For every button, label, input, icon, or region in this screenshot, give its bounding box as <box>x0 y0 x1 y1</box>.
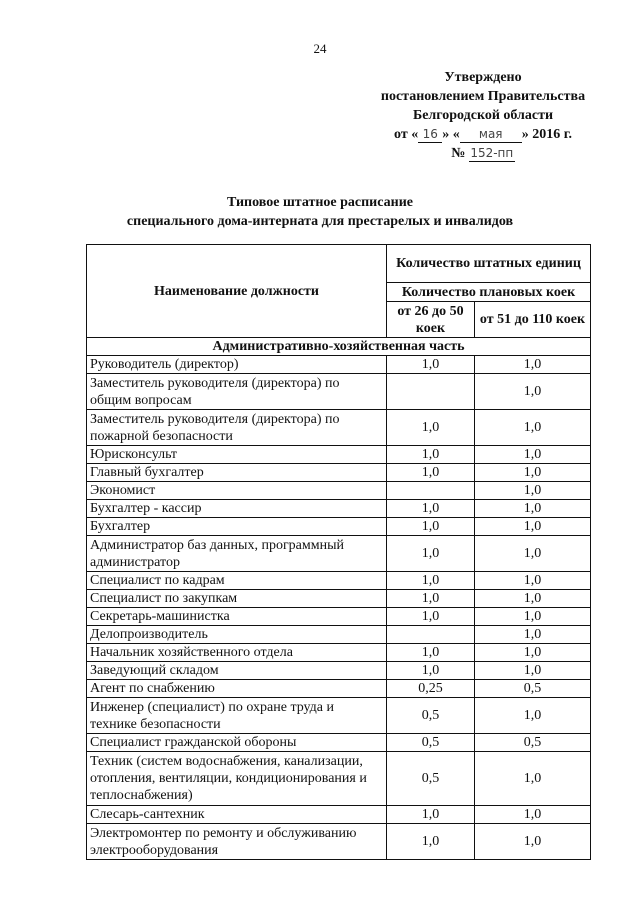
position-name: Руководитель (директор) <box>87 356 387 374</box>
units-26-50: 1,0 <box>387 608 475 626</box>
units-51-110: 1,0 <box>475 608 591 626</box>
table-row <box>87 464 591 482</box>
staff-table <box>86 244 591 860</box>
header-beds: Количество плановых коек <box>387 283 591 302</box>
position-name: Агент по снабжению <box>87 680 387 698</box>
position-name: Начальник хозяйственного отдела <box>87 644 387 662</box>
document-title <box>0 193 640 231</box>
table-row <box>87 518 591 536</box>
position-name: Бухгалтер <box>87 518 387 536</box>
units-51-110: 1,0 <box>475 752 591 806</box>
table-row <box>87 752 591 806</box>
units-26-50: 0,5 <box>387 698 475 734</box>
position-name: Делопроизводитель <box>87 626 387 644</box>
position-name: Заведующий складом <box>87 662 387 680</box>
units-26-50: 0,5 <box>387 734 475 752</box>
units-26-50: 1,0 <box>387 572 475 590</box>
units-51-110: 1,0 <box>475 446 591 464</box>
position-name: Специалист по кадрам <box>87 572 387 590</box>
title-line-2: специального дома-интерната для престарелых и инвалидов <box>126 214 514 229</box>
units-51-110: 1,0 <box>475 374 591 410</box>
page-number: 24 <box>313 41 327 56</box>
position-name: Слесарь-сантехник <box>87 806 387 824</box>
header-col-51-110: от 51 до 110 коек <box>475 302 591 338</box>
units-26-50: 1,0 <box>387 644 475 662</box>
number-prefix: № <box>451 146 466 161</box>
table-row <box>87 824 591 860</box>
units-51-110: 1,0 <box>475 644 591 662</box>
position-name: Заместитель руководителя (директора) по общим вопросам <box>87 374 387 410</box>
table-row <box>87 734 591 752</box>
table-row <box>87 572 591 590</box>
units-26-50: 0,25 <box>387 680 475 698</box>
position-name: Инженер (специалист) по охране труда и технике безопасности <box>87 698 387 734</box>
units-51-110: 1,0 <box>475 698 591 734</box>
date-day: 16 <box>418 127 442 143</box>
table-row <box>87 608 591 626</box>
date-mid: » « <box>442 127 460 142</box>
position-name: Специалист гражданской обороны <box>87 734 387 752</box>
approval-line-2: постановлением Правительства <box>380 89 586 104</box>
units-26-50: 1,0 <box>387 500 475 518</box>
units-51-110: 0,5 <box>475 680 591 698</box>
units-26-50: 1,0 <box>387 536 475 572</box>
units-51-110: 1,0 <box>475 824 591 860</box>
units-26-50: 1,0 <box>387 446 475 464</box>
table-row <box>87 356 591 374</box>
position-name: Администратор баз данных, программный администратор <box>87 536 387 572</box>
units-51-110: 1,0 <box>475 410 591 446</box>
approval-number <box>360 144 606 163</box>
table-row <box>87 680 591 698</box>
table-row <box>87 410 591 446</box>
units-51-110: 1,0 <box>475 590 591 608</box>
table-row <box>87 644 591 662</box>
position-name: Электромонтер по ремонту и обслуживанию электрооборудования <box>87 824 387 860</box>
position-name: Главный бухгалтер <box>87 464 387 482</box>
units-51-110: 1,0 <box>475 536 591 572</box>
approval-line-3: Белгородской области <box>412 108 554 123</box>
position-name: Специалист по закупкам <box>87 590 387 608</box>
approval-block <box>360 68 606 163</box>
units-26-50: 1,0 <box>387 518 475 536</box>
table-row <box>87 500 591 518</box>
date-suffix: » 2016 г. <box>521 127 572 142</box>
date-month: мая <box>460 127 522 143</box>
units-51-110: 1,0 <box>475 662 591 680</box>
units-51-110: 1,0 <box>475 482 591 500</box>
table-row <box>87 662 591 680</box>
approval-date <box>360 125 606 144</box>
header-col-26-50: от 26 до 50 коек <box>387 302 475 338</box>
units-26-50: 1,0 <box>387 464 475 482</box>
position-name: Секретарь-машинистка <box>87 608 387 626</box>
units-26-50: 1,0 <box>387 356 475 374</box>
units-51-110: 1,0 <box>475 626 591 644</box>
header-count: Количество штатных единиц <box>387 245 591 283</box>
section-header: Административно-хозяйственная часть <box>87 338 591 356</box>
position-name: Бухгалтер - кассир <box>87 500 387 518</box>
units-26-50: 1,0 <box>387 824 475 860</box>
approval-line-1: Утверждено <box>444 70 522 85</box>
position-name: Юрисконсульт <box>87 446 387 464</box>
document-number: 152-пп <box>470 146 514 160</box>
units-51-110: 1,0 <box>475 500 591 518</box>
units-26-50 <box>387 482 475 500</box>
units-26-50: 1,0 <box>387 806 475 824</box>
units-51-110: 1,0 <box>475 572 591 590</box>
table-row <box>87 482 591 500</box>
units-26-50: 1,0 <box>387 590 475 608</box>
position-name: Экономист <box>87 482 387 500</box>
units-51-110: 1,0 <box>475 518 591 536</box>
table-row <box>87 446 591 464</box>
units-51-110: 1,0 <box>475 806 591 824</box>
units-26-50 <box>387 374 475 410</box>
units-26-50: 1,0 <box>387 662 475 680</box>
table-row <box>87 590 591 608</box>
date-prefix: от « <box>394 127 419 142</box>
units-51-110: 1,0 <box>475 464 591 482</box>
units-51-110: 0,5 <box>475 734 591 752</box>
units-26-50 <box>387 626 475 644</box>
table-row <box>87 698 591 734</box>
units-26-50: 0,5 <box>387 752 475 806</box>
table-row <box>87 806 591 824</box>
units-51-110: 1,0 <box>475 356 591 374</box>
position-name: Заместитель руководителя (директора) по пожарной безопасности <box>87 410 387 446</box>
table-row <box>87 536 591 572</box>
position-name: Техник (систем водоснабжения, канализации, отопления, вентиляции, кондиционирования и теплоснабжения) <box>87 752 387 806</box>
table-row <box>87 626 591 644</box>
units-26-50: 1,0 <box>387 410 475 446</box>
table-row <box>87 374 591 410</box>
header-position: Наименование должности <box>87 245 387 338</box>
title-line-1: Типовое штатное расписание <box>227 195 413 210</box>
